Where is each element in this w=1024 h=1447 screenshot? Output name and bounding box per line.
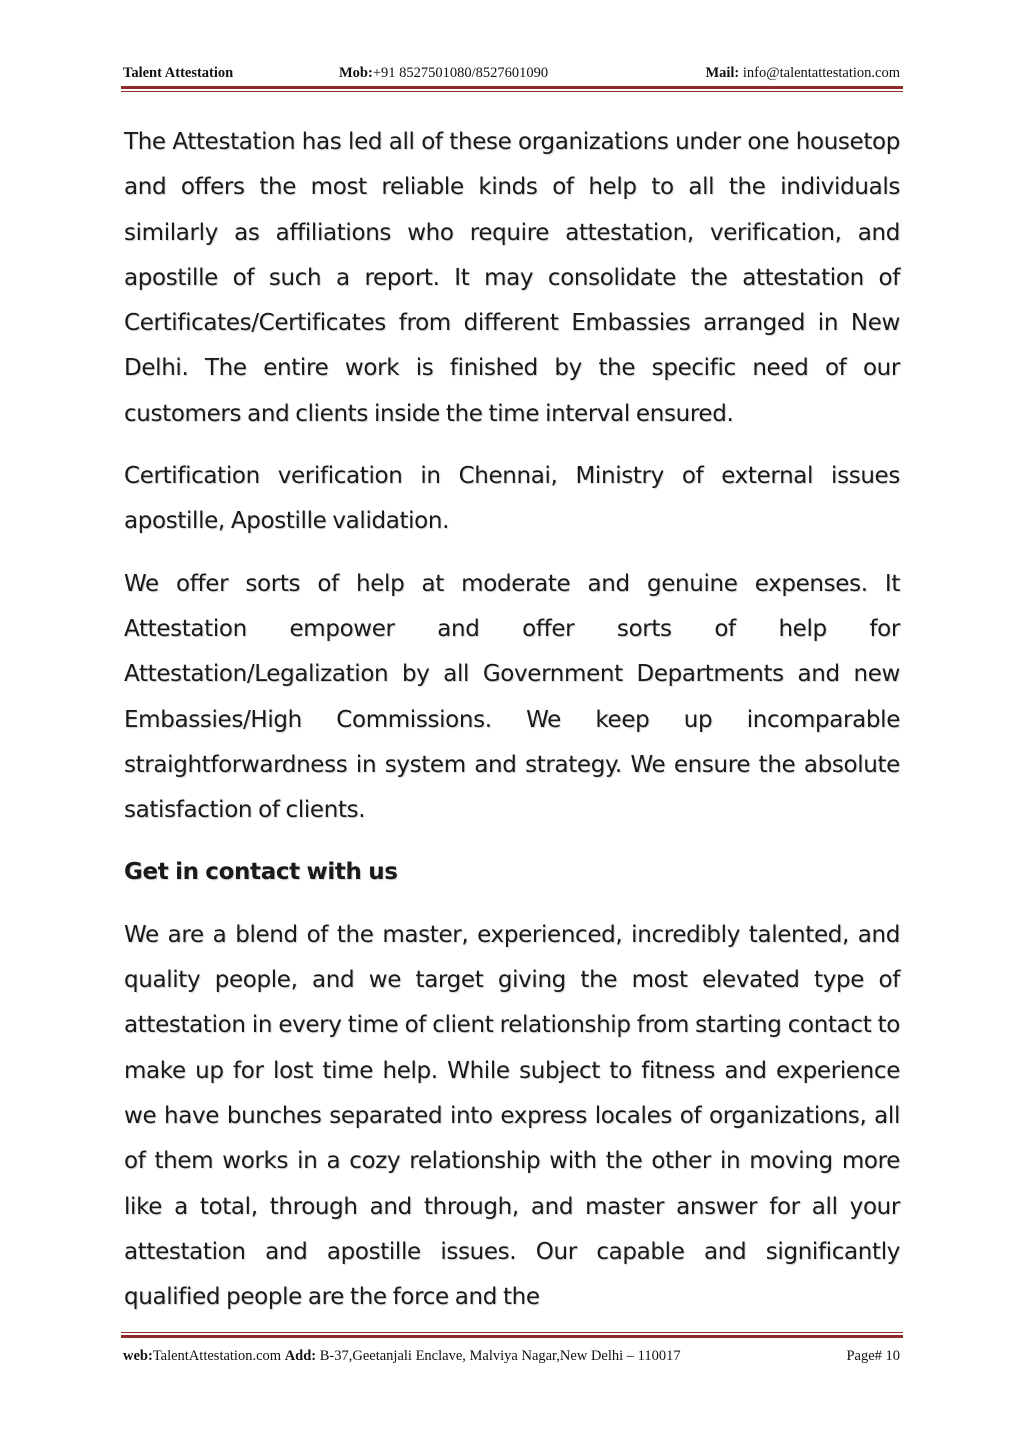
page-footer bbox=[123, 1345, 902, 1367]
header-rule-thin bbox=[121, 91, 903, 92]
header-rule-thick bbox=[121, 86, 903, 89]
header-mobile bbox=[339, 62, 548, 84]
header-mobile-value: +91 8527501080/8527601090 bbox=[372, 65, 549, 81]
paragraph: The Attestation has led all of these organizations under one housetop and offers the most reliable kinds of help to all the individuals similarly as affiliations who require attestation, verification, and apostille of such a report. It may consolidate the attestation of Certificates/Certificates from different Embassies arranged in New Delhi. The entire work is finished by the specific need of our customers and clients inside the time interval ensured. bbox=[124, 129, 900, 427]
footer-web-label: web: bbox=[123, 1348, 153, 1364]
section-heading: Get in contact with us bbox=[124, 859, 398, 886]
paragraph: We are a blend of the master, experienced, incredibly talented, and quality people, and we target giving the most elevated type of attestation in every time of client relationship from starting contact to make up for lost time help. While subject to fitness and experience we have bunches separated into express locales of organizations, all of them works in a cozy relationship with the other in moving more like a total, through and through, and master answer for all your attestation and apostille issues. Our capable and significantly qualified people are the force and the bbox=[124, 921, 900, 1311]
page-header bbox=[123, 62, 902, 84]
footer-contact bbox=[123, 1345, 681, 1367]
footer-rule-thick bbox=[121, 1335, 903, 1338]
paragraph: We offer sorts of help at moderate and genuine expenses. It Attestation empower and offer sorts of help for Attestation/Legalization by all Government Departments and new Embassies/High Commissions. We keep up incomparable straightforwardness in system and strategy. We ensure the absolute satisfaction of clients. bbox=[124, 570, 900, 824]
header-mail bbox=[705, 62, 900, 84]
header-mail-label: Mail: bbox=[705, 65, 740, 81]
paragraph: Certification verification in Chennai, Ministry of external issues apostille, Apostille validation. bbox=[124, 463, 900, 535]
footer-address-label: Add: bbox=[284, 1348, 317, 1364]
page-body bbox=[124, 120, 900, 1337]
footer-web-value: TalentAttestation.com bbox=[152, 1348, 282, 1364]
footer-rule-thin bbox=[121, 1332, 903, 1333]
footer-address-value: B-37,Geetanjali Enclave, Malviya Nagar,New Delhi – 110017 bbox=[319, 1348, 681, 1364]
header-brand: Talent Attestation bbox=[123, 65, 234, 81]
header-mail-value: info@talentattestation.com bbox=[742, 65, 900, 81]
header-mobile-label: Mob: bbox=[339, 65, 373, 81]
page-number: Page# 10 bbox=[846, 1348, 900, 1364]
